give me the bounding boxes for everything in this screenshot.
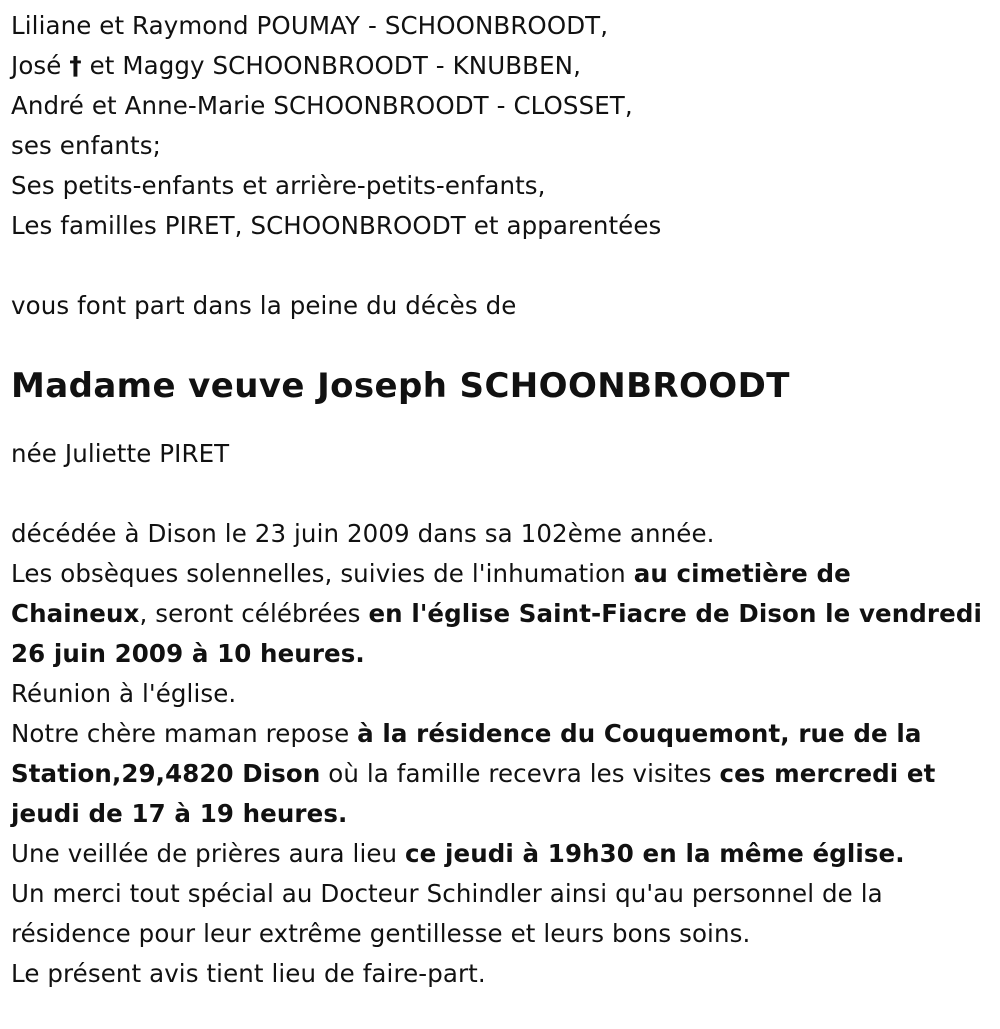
funeral-bold-2: Chaineux: [11, 599, 140, 628]
family-line-5: Ses petits-enfants et arrière-petits-enfants,: [11, 171, 546, 200]
deceased-name: Madame veuve Joseph SCHOONBROODT: [11, 366, 790, 406]
rest-bold-3: ces mercredi et: [719, 759, 936, 788]
family-line-6: Les familles PIRET, SCHOONBROODT et apparentées: [11, 211, 662, 240]
spacer: [11, 474, 990, 514]
family-line-1: Liliane et Raymond POUMAY - SCHOONBROODT,: [11, 11, 609, 40]
funeral-bold-4: 26 juin 2009 à 10 heures.: [11, 639, 365, 668]
intro-text: vous font part dans la peine du décès de: [11, 291, 517, 320]
vigil-bold: ce jeudi à 19h30 en la même église.: [405, 839, 905, 868]
death-details: décédée à Dison le 23 juin 2009 dans sa 102ème année.: [11, 519, 715, 548]
funeral-line-1: [11, 554, 990, 594]
thanks-line-2: résidence pour leur extrême gentillesse et leurs bons soins.: [11, 919, 751, 948]
thanks-line-1: Un merci tout spécial au Docteur Schindler ainsi qu'au personnel de la: [11, 879, 883, 908]
funeral-line-3: [11, 634, 990, 674]
spacer: [11, 326, 990, 348]
family-line-2-rest: et Maggy SCHOONBROODT - KNUBBEN,: [89, 51, 581, 80]
birth-name: née Juliette PIRET: [11, 439, 230, 468]
cross-icon: †: [69, 51, 82, 80]
funeral-bold-3: en l'église Saint-Fiacre de Dison le vendredi: [368, 599, 982, 628]
rest-text-1: Notre chère maman repose: [11, 719, 358, 748]
funeral-bold-1: au cimetière de: [633, 559, 851, 588]
spacer: [11, 246, 990, 286]
family-line-3: André et Anne-Marie SCHOONBROODT - CLOSSET,: [11, 91, 633, 120]
family-line-2: [11, 46, 990, 86]
funeral-line-2: [11, 594, 990, 634]
rest-line-3: [11, 794, 990, 834]
meeting-line: Réunion à l'église.: [11, 679, 237, 708]
funeral-text-1: Les obsèques solennelles, suivies de l'inhumation: [11, 559, 634, 588]
vigil-line: [11, 834, 990, 874]
family-line-2-name: José: [11, 51, 62, 80]
spacer: [11, 424, 990, 434]
funeral-text-2: , seront célébrées: [139, 599, 369, 628]
rest-bold-1: à la résidence du Couquemont, rue de la: [357, 719, 922, 748]
rest-text-2: où la famille recevra les visites: [320, 759, 720, 788]
rest-bold-2: Station,29,4820 Dison: [11, 759, 321, 788]
rest-line-1: [11, 714, 990, 754]
closing-line: Le présent avis tient lieu de faire-part.: [11, 959, 486, 988]
family-line-4: ses enfants;: [11, 131, 161, 160]
vigil-text: Une veillée de prières aura lieu: [11, 839, 406, 868]
rest-line-2: [11, 754, 990, 794]
rest-bold-4: jeudi de 17 à 19 heures.: [11, 799, 348, 828]
